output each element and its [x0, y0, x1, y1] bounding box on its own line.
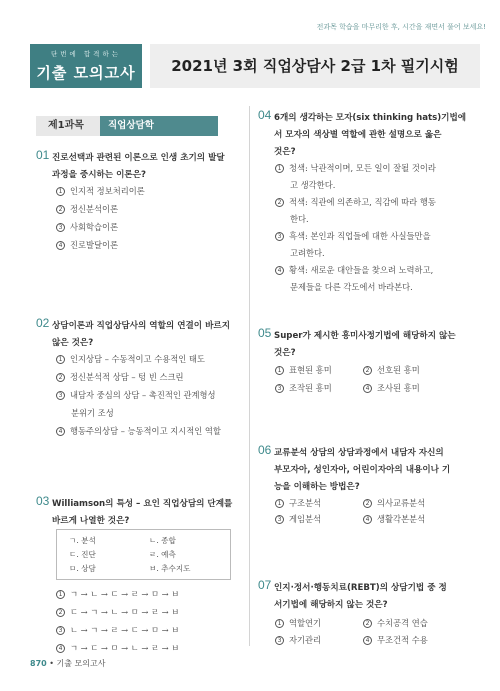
option-marker: 3 — [275, 515, 284, 524]
question-text — [274, 580, 447, 614]
option-text: 무조건적 수용 — [377, 635, 428, 645]
top-note: 전과목 학습을 마무리한 후, 시간을 재면서 풀어 보세요! — [316, 23, 486, 31]
option-marker: 1 — [56, 355, 65, 364]
option-4 — [56, 642, 179, 654]
question-line: Williamson의 특성 – 요인 직업상담의 단계를 — [52, 499, 233, 509]
question-text — [274, 328, 456, 362]
option-marker: 4 — [56, 644, 65, 653]
option-3-continued: 고려한다. — [290, 248, 325, 258]
option-marker: 3 — [56, 626, 65, 635]
option-marker: 3 — [56, 223, 65, 232]
option-4 — [56, 239, 118, 251]
option-text: 자기관리 — [289, 635, 322, 645]
option-text: 흑색: 본인과 직업들에 대한 사실들만을 — [289, 231, 431, 241]
option-2-continued: 한다. — [290, 214, 309, 224]
question-line: 상담이론과 직업상담사의 역할의 연결이 바르지 — [52, 321, 230, 331]
option-text: 인지상담 – 수동적이고 수용적인 태도 — [70, 354, 205, 364]
option-marker: 1 — [56, 187, 65, 196]
question-text — [274, 110, 466, 161]
subject-number: 제1과목 — [48, 120, 84, 131]
question-text — [52, 318, 230, 352]
option-1-continued: 고 생각한다. — [290, 180, 336, 190]
option-marker: 1 — [275, 164, 284, 173]
option-text: ㄴ → ㄱ → ㄹ → ㄷ → ㅁ → ㅂ — [70, 625, 180, 635]
option-2 — [363, 617, 428, 629]
question-number: 06 — [258, 443, 272, 457]
question-line: 과정을 중시하는 이론은? — [52, 170, 146, 180]
option-marker: 4 — [275, 266, 284, 275]
option-4 — [363, 382, 420, 394]
question-line: 진로선택과 관련된 이론으로 인생 초기의 발달 — [52, 153, 225, 163]
subject-name: 직업상담학 — [100, 116, 218, 136]
option-marker: 2 — [363, 366, 372, 375]
option-1 — [56, 588, 179, 600]
page-number: 870 — [30, 659, 47, 668]
option-2 — [56, 203, 118, 215]
question-line: 교류분석 상담의 상담과정에서 내담자 자신의 — [274, 448, 444, 458]
option-marker: 3 — [275, 384, 284, 393]
option-marker: 2 — [56, 608, 65, 617]
option-2 — [363, 364, 420, 376]
option-3-continued: 분위기 조성 — [71, 408, 114, 418]
option-marker: 1 — [275, 499, 284, 508]
option-4 — [275, 264, 433, 276]
question-number: 05 — [258, 326, 272, 340]
option-marker: 2 — [56, 373, 65, 382]
question-text — [274, 445, 450, 496]
option-2 — [363, 497, 425, 509]
option-1 — [275, 617, 321, 629]
option-1 — [275, 162, 436, 174]
header-subtitle: 단번에 합격하는 — [50, 50, 122, 58]
question-text — [52, 150, 225, 184]
option-text: 적색: 직관에 의존하고, 직감에 따라 행동 — [289, 197, 436, 207]
question-line: 인지·정서·행동치료(REBT)의 상담기법 중 정 — [274, 583, 447, 593]
option-4 — [363, 513, 425, 525]
option-2 — [275, 196, 436, 208]
footer-label: • 기출 모의고사 — [49, 659, 106, 668]
box-item: ㅂ. 추수지도 — [149, 564, 191, 573]
option-3 — [275, 230, 431, 242]
option-2 — [56, 371, 184, 383]
option-text: 청색: 낙관적이며, 모든 일이 잘될 것이라 — [289, 163, 436, 173]
option-marker: 2 — [363, 619, 372, 628]
option-marker: 1 — [56, 590, 65, 599]
subject-header — [36, 116, 218, 136]
question-line: 것은? — [274, 147, 296, 157]
option-text: 정신분석이론 — [70, 204, 119, 214]
option-text: 내담자 중심의 상담 – 촉진적인 관계형성 — [70, 390, 216, 400]
option-1 — [56, 353, 205, 365]
question-line: 않은 것은? — [52, 338, 94, 348]
column-divider — [249, 106, 250, 646]
question-number: 01 — [36, 148, 50, 162]
option-3 — [275, 634, 321, 646]
question-line: 부모자아, 성인자아, 어린이자아의 내용이나 기 — [274, 465, 451, 475]
choice-box — [56, 529, 231, 580]
option-marker: 4 — [363, 636, 372, 645]
option-marker: 4 — [56, 241, 65, 250]
box-item: ㄷ. 진단 — [69, 550, 96, 559]
box-item: ㄹ. 예측 — [149, 550, 176, 559]
option-1 — [275, 364, 332, 376]
question-number: 03 — [36, 494, 50, 508]
option-3 — [56, 389, 216, 401]
option-4-continued: 문제들을 다른 각도에서 바라본다. — [290, 282, 413, 292]
option-4 — [56, 425, 221, 437]
question-line: Super가 제시한 흥미사정기법에 해당하지 않는 — [274, 331, 456, 341]
option-text: 구조분석 — [289, 498, 322, 508]
question-line: 바르게 나열한 것은? — [52, 516, 130, 526]
option-marker: 4 — [363, 515, 372, 524]
question-text — [52, 496, 232, 530]
option-marker: 4 — [56, 427, 65, 436]
option-marker: 3 — [275, 232, 284, 241]
option-text: 사회학습이론 — [70, 222, 119, 232]
question-number: 07 — [258, 578, 272, 592]
option-text: ㄱ → ㄴ → ㄷ → ㄹ → ㅁ → ㅂ — [70, 589, 180, 599]
option-marker: 2 — [56, 205, 65, 214]
option-3 — [56, 624, 179, 636]
question-number: 02 — [36, 316, 50, 330]
option-text: 조사된 흥미 — [377, 383, 420, 393]
header-title: 기출 모의고사 — [36, 64, 136, 82]
option-text: 선호된 흥미 — [377, 365, 420, 375]
option-3 — [56, 221, 118, 233]
option-marker: 1 — [275, 619, 284, 628]
option-marker: 2 — [363, 499, 372, 508]
option-3 — [275, 382, 332, 394]
option-text: 역할연기 — [289, 618, 322, 628]
question-line: 것은? — [274, 348, 296, 358]
question-line: 서기법에 해당하지 않는 것은? — [274, 600, 388, 610]
option-2 — [56, 606, 179, 618]
option-marker: 3 — [275, 636, 284, 645]
option-text: 인지적 정보처리이론 — [70, 186, 145, 196]
option-text: 황색: 새로운 대안들을 찾으려 노력하고, — [289, 265, 434, 275]
option-text: 생활각본분석 — [377, 514, 426, 524]
box-item: ㄱ. 분석 — [69, 536, 96, 545]
option-text: 조작된 흥미 — [289, 383, 332, 393]
option-marker: 1 — [275, 366, 284, 375]
option-3 — [275, 513, 321, 525]
option-text: 수치공격 연습 — [377, 618, 428, 628]
option-text: 의사교류분석 — [377, 498, 426, 508]
exam-title-box — [150, 44, 480, 88]
option-text: ㄱ → ㄷ → ㅁ → ㄴ → ㄹ → ㅂ — [70, 643, 180, 653]
option-text: 게임분석 — [289, 514, 322, 524]
option-text: 행동주의상담 – 능동적이고 지시적인 역할 — [70, 426, 221, 436]
option-1 — [56, 185, 145, 197]
option-marker: 4 — [363, 384, 372, 393]
option-marker: 3 — [56, 391, 65, 400]
box-item: ㄴ. 종합 — [149, 536, 176, 545]
question-line: 서 모자의 색상별 역할에 관한 설명으로 옳은 — [274, 130, 442, 140]
header-badge — [30, 44, 142, 88]
question-line: 6개의 생각하는 모자(six thinking hats)기법에 — [274, 113, 467, 123]
option-text: 표현된 흥미 — [289, 365, 332, 375]
option-text: 진로발달이론 — [70, 240, 119, 250]
option-1 — [275, 497, 321, 509]
exam-title: 2021년 3회 직업상담사 2급 1차 필기시험 — [171, 57, 459, 75]
option-marker: 2 — [275, 198, 284, 207]
page-footer — [30, 658, 105, 669]
option-text: ㄷ → ㄱ → ㄴ → ㅁ → ㄹ → ㅂ — [70, 607, 180, 617]
question-number: 04 — [258, 108, 272, 122]
option-text: 정신분석적 상담 – 텅 빈 스크린 — [70, 372, 184, 382]
question-line: 능을 이해하는 방법은? — [274, 482, 360, 492]
box-item: ㅁ. 상담 — [69, 564, 96, 573]
option-4 — [363, 634, 428, 646]
